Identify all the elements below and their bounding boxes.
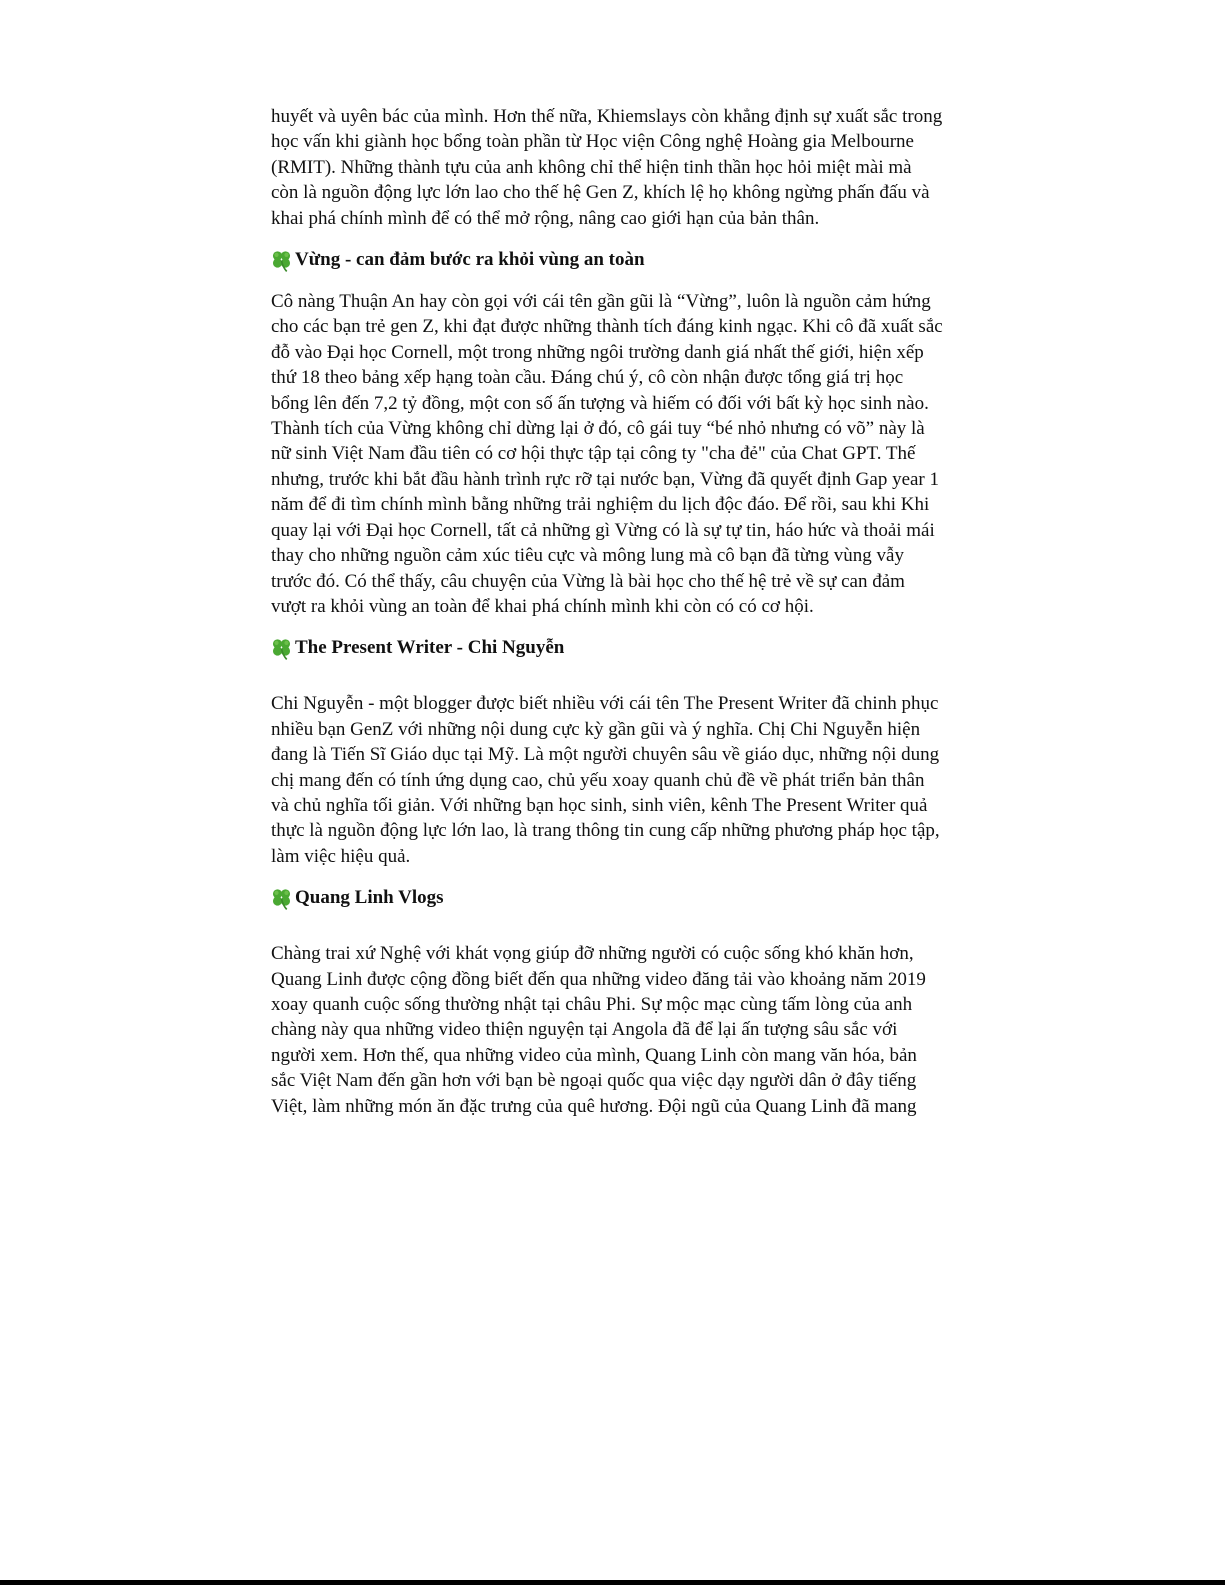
four-leaf-clover-icon: [269, 636, 294, 661]
four-leaf-clover-icon: [269, 886, 294, 911]
section-heading-text: Vừng - can đảm bước ra khỏi vùng an toàn: [295, 249, 645, 271]
intro-paragraph: huyết và uyên bác của mình. Hơn thế nữa, Khiemslays còn khẳng định sự xuất sắc trong học vấn khi giành học bổng toàn phần từ Học viện Công nghệ Hoàng gia Melbourne (RMIT). Những thành tựu của anh không chỉ thể hiện tinh thần học hỏi miệt mài mà còn là nguồn động lực lớn lao cho thế hệ Gen Z, khích lệ họ không ngừng phấn đấu và khai phá chính mình để có thể mở rộng, nâng cao giới hạn của bản thân.: [271, 106, 943, 229]
section-body-vung: Cô nàng Thuận An hay còn gọi với cái tên gần gũi là “Vừng”, luôn là nguồn cảm hứng cho các bạn trẻ gen Z, khi đạt được những thành tích đáng kinh ngạc. Khi cô đã xuất sắc đỗ vào Đại học Cornell, một trong những ngôi trường danh giá nhất thế giới, hiện xếp thứ 18 theo bảng xếp hạng toàn cầu. Đáng chú ý, cô còn nhận được tổng giá trị học bổng lên đến 7,2 tỷ đồng, một con số ấn tượng và hiếm có đối với bất kỳ học sinh nào. Thành tích của Vừng không chỉ dừng lại ở đó, cô gái tuy “bé nhỏ nhưng có võ” này là nữ sinh Việt Nam đầu tiên có cơ hội thực tập tại công ty "cha đẻ" của Chat GPT. Thế nhưng, trước khi bắt đầu hành trình rực rỡ tại nước bạn, Vừng đã quyết định Gap year 1 năm để đi tìm chính mình bằng những trải nghiệm du lịch độc đáo. Để rồi, sau khi Khi quay lại với Đại học Cornell, tất cả những gì Vừng có là sự tự tin, háo hức và thoải mái thay cho những nguồn cảm xúc tiêu cực và mông lung mà cô bạn đã từng vùng vẫy trước đó. Có thể thấy, câu chuyện của Vừng là bài học cho thế hệ trẻ về sự can đảm vượt ra khỏi vùng an toàn để khai phá chính mình khi còn có có cơ hội.: [271, 291, 943, 617]
section-heading-vung: [271, 247, 943, 273]
section-body-present-writer: Chi Nguyễn - một blogger được biết nhiều với cái tên The Present Writer đã chinh phục nhiều bạn GenZ với những nội dung cực kỳ gần gũi và ý nghĩa. Chị Chi Nguyễn hiện đang là Tiến Sĩ Giáo dục tại Mỹ. Là một người chuyên sâu về giáo dục, những nội dung chị mang đến có tính ứng dụng cao, chủ yếu xoay quanh chủ đề về phát triển bản thân và chủ nghĩa tối giản. Với những bạn học sinh, sinh viên, kênh The Present Writer quả thực là nguồn động lực lớn lao, là trang thông tin cung cấp những phương pháp học tập, làm việc hiệu quả.: [271, 693, 940, 867]
section-heading-text: The Present Writer - Chi Nguyễn: [295, 637, 565, 659]
section-heading-present-writer: [271, 635, 943, 661]
spacer: [271, 911, 943, 941]
spacer: [271, 231, 943, 247]
section-body-quang-linh: Chàng trai xứ Nghệ với khát vọng giúp đỡ những người có cuộc sống khó khăn hơn, Quang Linh được cộng đồng biết đến qua những video đăng tải vào khoảng năm 2019 xoay quanh cuộc sống thường nhật tại châu Phi. Sự mộc mạc cùng tấm lòng của anh chàng này qua những video thiện nguyện tại Angola đã để lại ấn tượng sâu sắc với người xem. Hơn thế, qua những video của mình, Quang Linh còn mang văn hóa, bản sắc Việt Nam đến gần hơn với bạn bè ngoại quốc qua việc dạy người dân ở đây tiếng Việt, làm những món ăn đặc trưng của quê hương. Đội ngũ của Quang Linh đã mang: [271, 943, 926, 1117]
spacer: [271, 869, 943, 885]
spacer: [271, 273, 943, 289]
section-heading-quang-linh: [271, 885, 943, 911]
spacer: [271, 619, 943, 635]
spacer: [271, 661, 943, 691]
section-heading-text: Quang Linh Vlogs: [295, 887, 444, 909]
document-content: [271, 104, 943, 1119]
four-leaf-clover-icon: [269, 248, 294, 273]
page-bottom-border: [0, 1580, 1225, 1585]
